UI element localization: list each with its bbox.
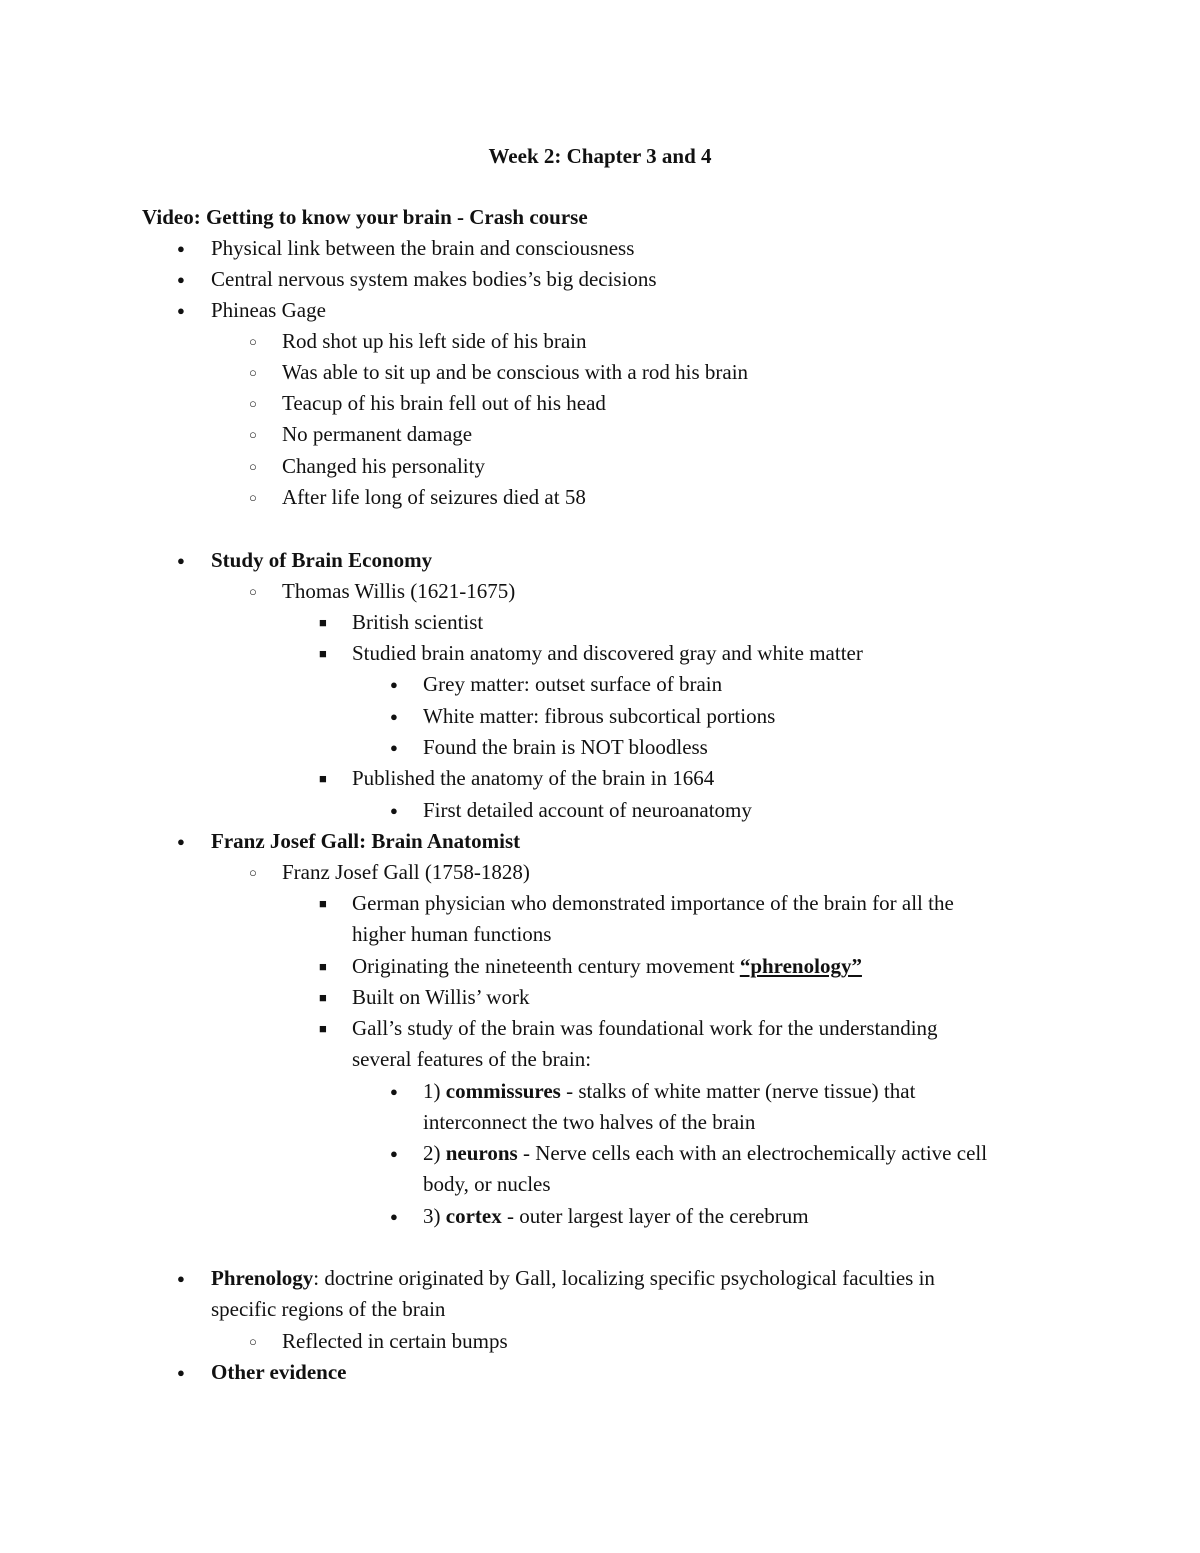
other-evidence-heading: Other evidence	[211, 1360, 347, 1384]
square-bullet-icon: ■	[319, 1021, 327, 1036]
circle-bullet-icon: ○	[249, 334, 257, 349]
bullet-icon: ●	[390, 677, 398, 692]
list-item: After life long of seizures died at 58	[282, 485, 586, 509]
feature-text: - Nerve cells each with an electrochemically active cell	[517, 1141, 988, 1165]
bullet-icon: ●	[177, 553, 185, 568]
bullet-icon: ●	[177, 241, 185, 256]
list-item: Built on Willis’ work	[352, 985, 530, 1009]
circle-bullet-icon: ○	[249, 365, 257, 380]
phrenology-term: “phrenology”	[739, 954, 862, 978]
list-item: Franz Josef Gall (1758-1828)	[282, 860, 530, 884]
list-item-continuation: body, or nucles	[423, 1172, 551, 1196]
square-bullet-icon: ■	[319, 771, 327, 786]
bullet-icon: ●	[390, 1146, 398, 1161]
list-item: Physical link between the brain and consciousness	[211, 236, 635, 260]
feature-term: commissures	[445, 1079, 561, 1103]
originating-text: Originating the nineteenth century movement	[352, 954, 740, 978]
square-bullet-icon: ■	[319, 896, 327, 911]
list-item: Central nervous system makes bodies’s big decisions	[211, 267, 657, 291]
feature-number: 2)	[423, 1141, 446, 1165]
bullet-icon: ●	[177, 834, 185, 849]
list-item	[423, 1076, 915, 1107]
feature-number: 3)	[423, 1204, 446, 1228]
feature-text: - stalks of white matter (nerve tissue) that	[560, 1079, 916, 1103]
feature-term: cortex	[445, 1204, 502, 1228]
circle-bullet-icon: ○	[249, 396, 257, 411]
bullet-icon: ●	[177, 1365, 185, 1380]
list-item	[423, 1201, 809, 1232]
square-bullet-icon: ■	[319, 990, 327, 1005]
list-item: Studied brain anatomy and discovered gray and white matter	[352, 641, 863, 665]
square-bullet-icon: ■	[319, 615, 327, 630]
list-item: White matter: fibrous subcortical portions	[423, 704, 776, 728]
square-bullet-icon: ■	[319, 646, 327, 661]
list-item: Rod shot up his left side of his brain	[282, 329, 587, 353]
circle-bullet-icon: ○	[249, 490, 257, 505]
list-item	[352, 951, 862, 982]
list-item	[211, 1263, 935, 1294]
list-item: British scientist	[352, 610, 484, 634]
list-item: Changed his personality	[282, 454, 485, 478]
list-item: German physician who demonstrated importance of the brain for all the	[352, 891, 954, 915]
bullet-icon: ●	[390, 1209, 398, 1224]
list-item: Teacup of his brain fell out of his head	[282, 391, 606, 415]
bullet-icon: ●	[390, 1084, 398, 1099]
circle-bullet-icon: ○	[249, 865, 257, 880]
list-item-continuation: higher human functions	[352, 922, 552, 946]
list-item: No permanent damage	[282, 422, 473, 446]
list-item: Grey matter: outset surface of brain	[423, 672, 723, 696]
list-item-continuation: interconnect the two halves of the brain	[423, 1110, 756, 1134]
list-item: First detailed account of neuroanatomy	[423, 798, 752, 822]
list-item: Thomas Willis (1621-1675)	[282, 579, 516, 603]
bullet-icon: ●	[177, 272, 185, 287]
bullet-icon: ●	[390, 709, 398, 724]
bullet-icon: ●	[390, 740, 398, 755]
list-item-continuation: several features of the brain:	[352, 1047, 592, 1071]
circle-bullet-icon: ○	[249, 459, 257, 474]
list-item: Was able to sit up and be conscious with a rod his brain	[282, 360, 749, 384]
bullet-icon: ●	[390, 803, 398, 818]
list-item-continuation: specific regions of the brain	[211, 1297, 446, 1321]
bullet-icon: ●	[177, 1271, 185, 1286]
economy-heading: Study of Brain Economy	[211, 548, 433, 572]
feature-text: - outer largest layer of the cerebrum	[501, 1204, 809, 1228]
phrenology-text: : doctrine originated by Gall, localizing specific psychological faculties in	[313, 1266, 935, 1290]
circle-bullet-icon: ○	[249, 1334, 257, 1349]
bullet-icon: ●	[177, 303, 185, 318]
page-title: Week 2: Chapter 3 and 4	[488, 144, 712, 168]
video-heading: Video: Getting to know your brain - Crash course	[142, 205, 588, 229]
list-item: Phineas Gage	[211, 298, 326, 322]
list-item: Gall’s study of the brain was foundational work for the understanding	[352, 1016, 938, 1040]
feature-number: 1)	[423, 1079, 446, 1103]
circle-bullet-icon: ○	[249, 427, 257, 442]
feature-term: neurons	[445, 1141, 518, 1165]
list-item: Found the brain is NOT bloodless	[423, 735, 708, 759]
list-item	[423, 1138, 987, 1169]
circle-bullet-icon: ○	[249, 584, 257, 599]
list-item: Published the anatomy of the brain in 1664	[352, 766, 715, 790]
list-item: Reflected in certain bumps	[282, 1329, 508, 1353]
gall-heading: Franz Josef Gall: Brain Anatomist	[211, 829, 521, 853]
phrenology-heading: Phrenology	[211, 1266, 314, 1290]
square-bullet-icon: ■	[319, 959, 327, 974]
